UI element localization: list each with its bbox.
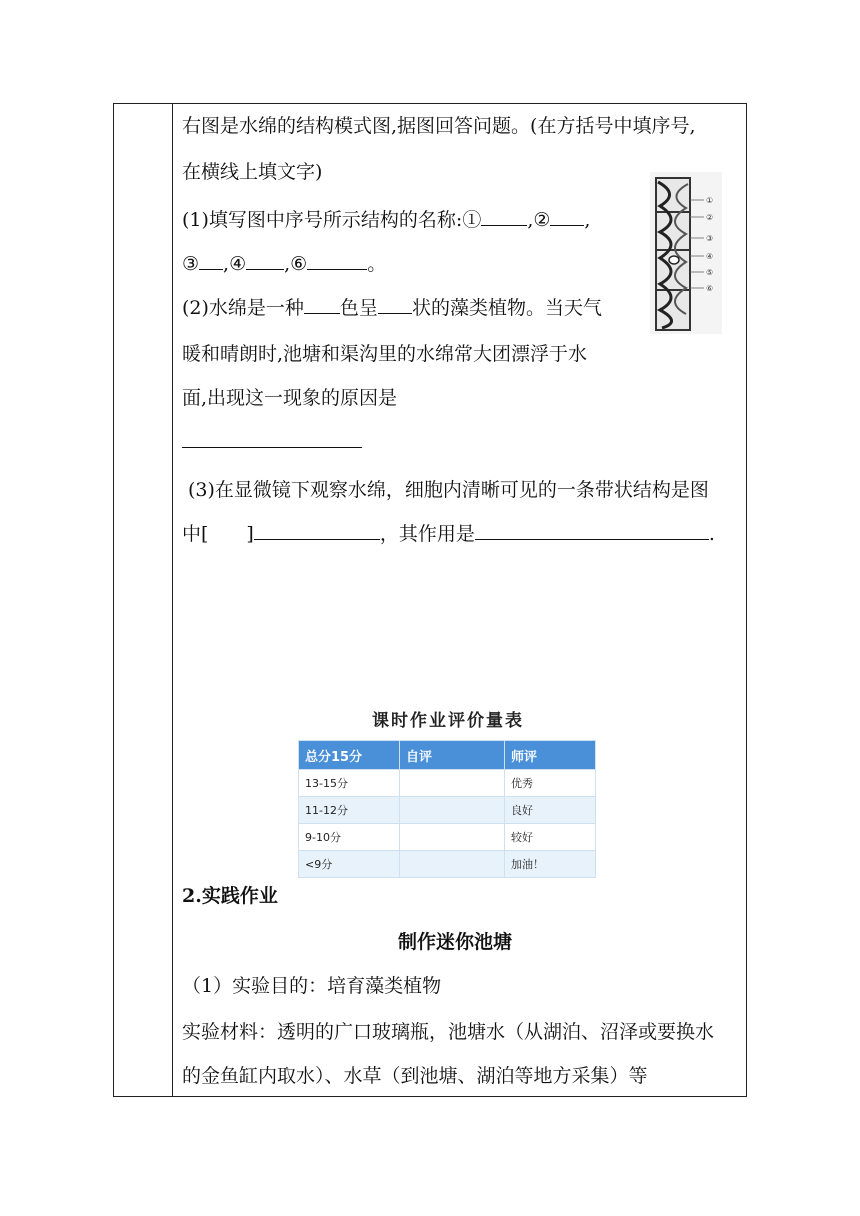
practice-title: 制作迷你池塘 <box>398 931 513 953</box>
self-eval-cell[interactable] <box>400 824 505 851</box>
question-intro-line-1: 右图是水绵的结构模式图,据图回答问题。(在方括号中填序号, <box>182 115 696 137</box>
teacher-eval: 优秀 <box>505 770 596 797</box>
blank-4[interactable] <box>246 253 284 270</box>
self-eval-cell[interactable] <box>400 851 505 878</box>
question-2-line-1 <box>182 296 602 320</box>
q2-text-a: (2)水绵是一种 <box>182 297 304 319</box>
q3-text-c: . <box>708 523 715 545</box>
table-row <box>299 851 596 878</box>
header-self-eval: 自评 <box>400 741 505 770</box>
blank-1[interactable] <box>481 209 527 226</box>
self-eval-cell[interactable] <box>400 797 505 824</box>
table-row <box>299 770 596 797</box>
spirogyra-structure-figure <box>650 172 722 334</box>
figure-label-6: ⑥ <box>706 284 714 293</box>
blank-color[interactable] <box>304 297 340 314</box>
question-1-line-2 <box>182 252 386 276</box>
q2-text-b: 色呈 <box>339 297 378 319</box>
practice-materials-line-1: 实验材料：透明的广口玻璃瓶，池塘水（从湖泊、沼泽或要换水 <box>182 1021 715 1043</box>
column-divider <box>172 103 173 1097</box>
q1-text-g: 。 <box>367 253 387 275</box>
blank-function[interactable] <box>475 523 709 540</box>
blank-reason[interactable] <box>182 431 362 448</box>
question-3-line-2 <box>182 522 715 546</box>
score-range: 13-15分 <box>299 770 400 797</box>
table-row <box>299 797 596 824</box>
practice-purpose: （1）实验目的：培育藻类植物 <box>182 975 442 997</box>
score-range: 9-10分 <box>299 824 400 851</box>
q3-text-b: ，其作用是 <box>379 523 475 545</box>
question-2-line-2: 暖和晴朗时,池塘和渠沟里的水绵常大团漂浮于水 <box>182 343 588 365</box>
evaluation-table-title: 课时作业评价量表 <box>372 711 524 731</box>
figure-label-2: ② <box>706 213 714 222</box>
q1-text-d: ③ <box>182 253 200 275</box>
blank-shape[interactable] <box>378 297 412 314</box>
q1-text-e: ,④ <box>223 253 247 275</box>
teacher-eval: 加油！ <box>505 851 596 878</box>
question-1-line-1 <box>182 208 590 232</box>
q1-text-c: , <box>584 209 591 231</box>
practice-heading: 2.实践作业 <box>182 885 278 907</box>
header-total-score: 总分15分 <box>299 741 400 770</box>
question-3-line-1: (3)在显微镜下观察水绵，细胞内清晰可见的一条带状结构是图 <box>188 479 709 501</box>
question-2-answer-line[interactable] <box>182 430 362 454</box>
q1-text-a: (1)填写图中序号所示结构的名称:① <box>182 209 482 231</box>
evaluation-table <box>298 740 596 878</box>
header-teacher-eval: 师评 <box>505 741 596 770</box>
blank-6[interactable] <box>307 253 367 270</box>
blank-structure[interactable] <box>254 523 380 540</box>
self-eval-cell[interactable] <box>400 770 505 797</box>
table-row <box>299 824 596 851</box>
figure-label-5: ⑤ <box>706 268 714 277</box>
question-intro-line-2: 在横线上填文字) <box>182 161 323 183</box>
blank-2[interactable] <box>550 209 584 226</box>
practice-materials-line-2: 的金鱼缸内取水）、水草（到池塘、湖泊等地方采集）等 <box>182 1065 648 1087</box>
figure-label-1: ① <box>706 196 714 205</box>
evaluation-header-row <box>299 741 596 770</box>
q3-text-a: 中[ ] <box>182 523 254 545</box>
figure-label-4: ④ <box>706 252 714 261</box>
teacher-eval: 较好 <box>505 824 596 851</box>
score-range: <9分 <box>299 851 400 878</box>
q2-text-c: 状的藻类植物。当天气 <box>411 297 602 319</box>
q1-text-b: ,② <box>527 209 551 231</box>
score-range: 11-12分 <box>299 797 400 824</box>
question-2-line-3: 面,出现这一现象的原因是 <box>182 387 398 409</box>
blank-3[interactable] <box>199 253 223 270</box>
teacher-eval: 良好 <box>505 797 596 824</box>
figure-label-3: ③ <box>706 234 714 243</box>
q1-text-f: ,⑥ <box>284 253 308 275</box>
